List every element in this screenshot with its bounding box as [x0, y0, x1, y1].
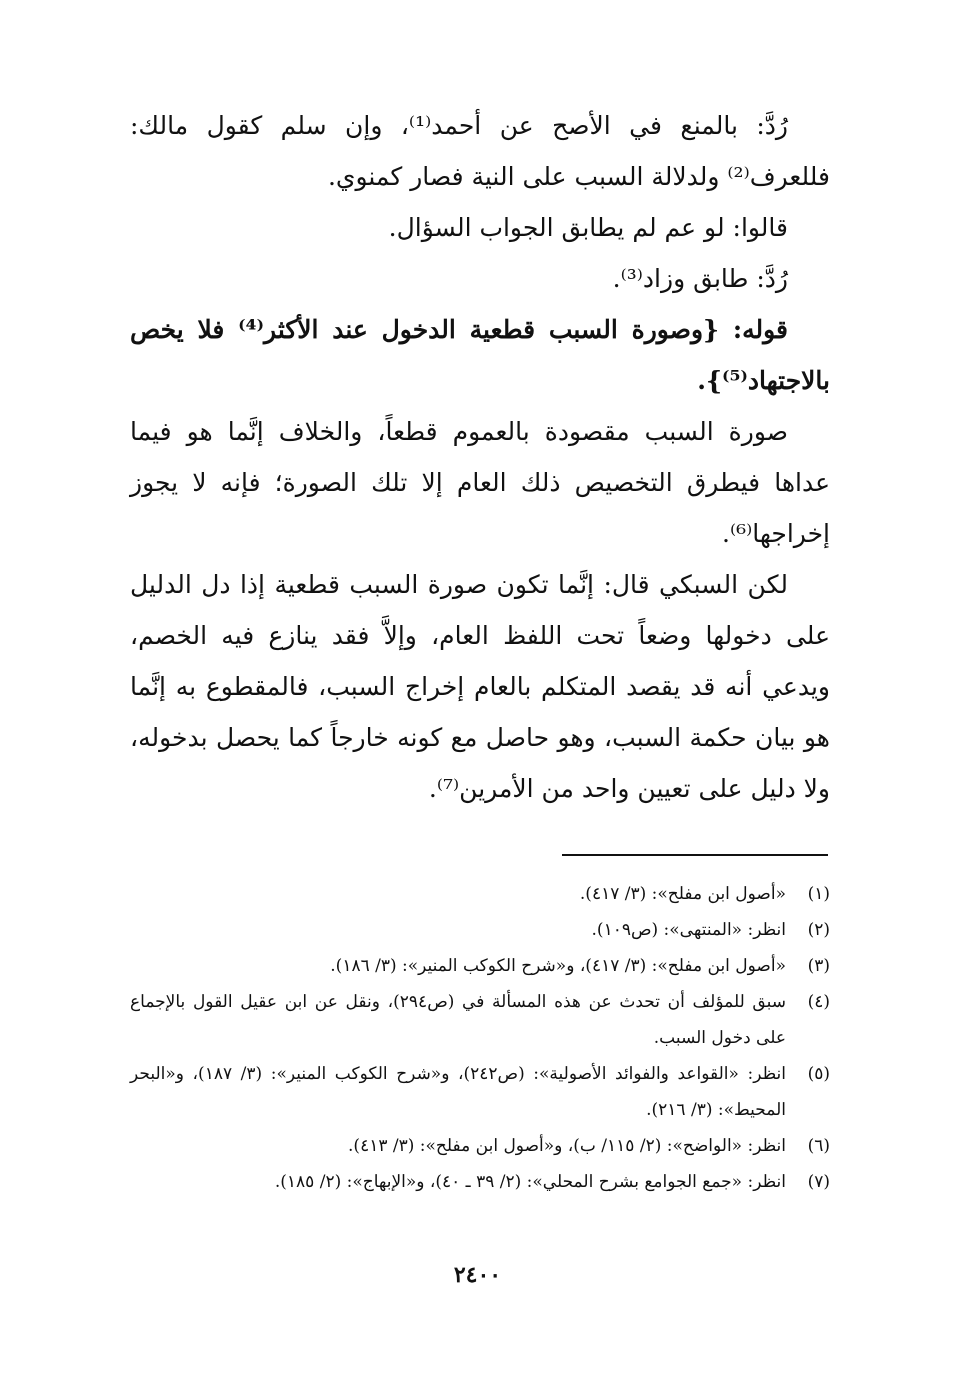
main-text [130, 100, 830, 814]
footnote-number: (٤) [807, 992, 830, 1012]
footnote-text: انظر: «الواضح»: (٢/ ١١٥/ ب)، و«أصول ابن مفلح»: (٣/ ٤١٣). [348, 1136, 786, 1156]
footnote-item [130, 1128, 830, 1164]
footnote-number: (٧) [807, 1172, 830, 1192]
footnote-number: (٦) [807, 1136, 830, 1156]
footnotes [130, 876, 830, 1200]
footnote-item [130, 1056, 830, 1128]
footnote-item [130, 948, 830, 984]
footnote-number: (٥) [807, 1064, 830, 1084]
footnote-item [130, 984, 830, 1056]
footnote-item [130, 876, 830, 912]
paragraph-3: رُدَّ: طابق وزاد⁽³⁾. [612, 264, 788, 293]
footnote-text: انظر: «المنتهى»: (ص١٠٩). [591, 920, 786, 940]
footnote-text: سبق للمؤلف أن تحدث عن هذه المسألة في (ص٢٩٤)، ونقل عن ابن عقيل القول بالإجماع على دخول السبب. [130, 992, 786, 1048]
paragraph-5: صورة السبب مقصودة بالعموم قطعاً، والخلاف إنَّما هو فيما عداها فيطرق التخصيص ذلك العام إلا تلك الصورة؛ فإنه لا يجوز إخراجها⁽⁶⁾. [130, 417, 830, 548]
footnote-text: انظر: «القواعد والفوائد الأصولية»: (ص٢٤٢)، و«شرح الكوكب المنير»: (٣/ ١٨٧)، و«البحر المحيط»: (٣/ ٢١٦). [130, 1064, 786, 1120]
footnote-number: (١) [807, 884, 830, 904]
paragraph-2: قالوا: لو عم لم يطابق الجواب السؤال. [388, 213, 788, 242]
footnote-separator [562, 854, 828, 856]
paragraph-4-quote: قوله: {وصورة السبب قطعية الدخول عند الأكثر⁽⁴⁾ فلا يخص بالاجتهاد⁽⁵⁾}. [130, 315, 830, 395]
footnote-number: (٣) [807, 956, 830, 976]
footnote-text: «أصول ابن مفلح»: (٣/ ٤١٧). [579, 884, 786, 904]
footnote-item [130, 1164, 830, 1200]
footnote-number: (٢) [807, 920, 830, 940]
paragraph-1: رُدَّ: بالمنع في الأصح عن أحمد⁽¹⁾، وإن سلم كقول مالك: فللعرف⁽²⁾ ولدلالة السبب على النية فصار كمنوي. [130, 111, 830, 191]
footnote-item [130, 912, 830, 948]
footnote-text: «أصول ابن مفلح»: (٣/ ٤١٧)، و«شرح الكوكب المنير»: (٣/ ١٨٦). [330, 956, 786, 976]
page-number: ٢٤٠٠ [453, 1262, 502, 1288]
footnote-text: انظر: «جمع الجوامع بشرح المحلي»: (٢/ ٣٩ ـ ٤٠)، و«الإبهاج»: (٢/ ١٨٥). [274, 1172, 786, 1192]
paragraph-6: لكن السبكي قال: إنَّما تكون صورة السبب قطعية إذا دل الدليل على دخولها وضعاً تحت اللفظ العام، وإلاَّ فقد ينازع فيه الخصم، ويدعي أنه قد يقصد المتكلم بالعام إخراج السبب، فالمقطوع به إنَّما هو بيان حكمة السبب، وهو حاصل مع كونه خارجاً كما يحصل بدخوله، ولا دليل على تعيين واحد من الأمرين⁽⁷⁾. [130, 570, 830, 803]
